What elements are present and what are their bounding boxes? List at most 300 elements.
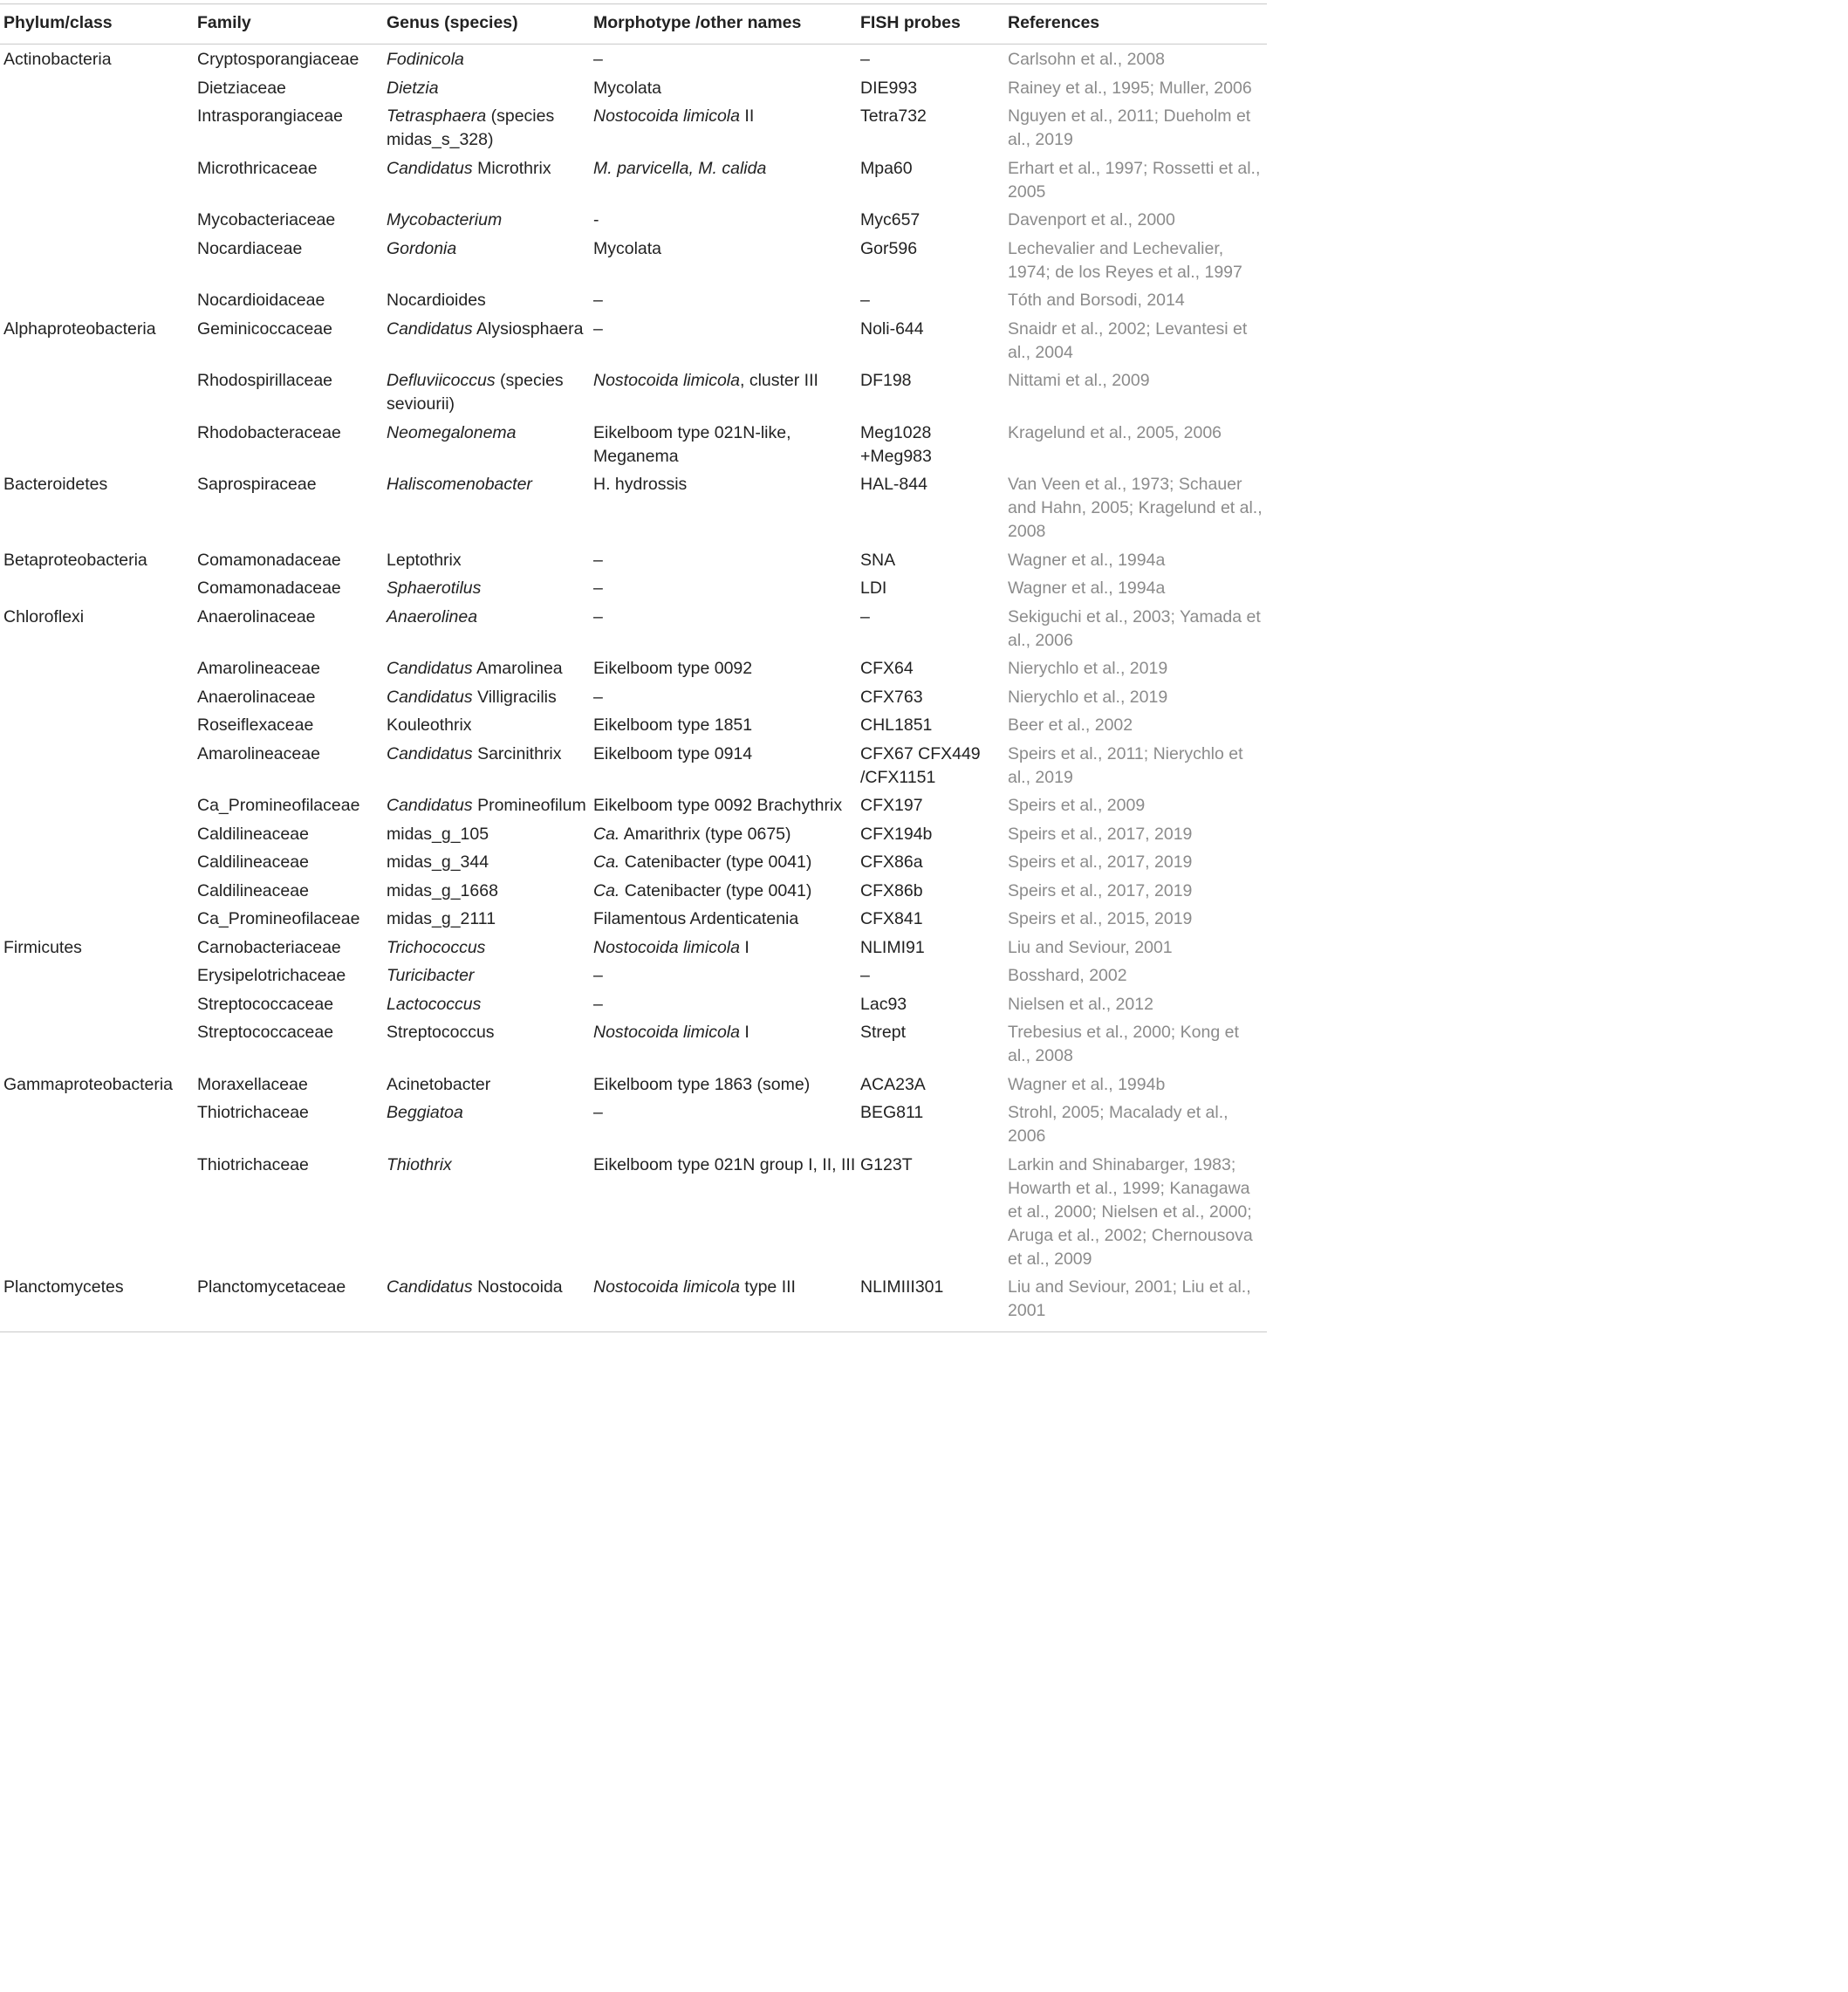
phylum-cell: Chloroflexi [3, 606, 85, 626]
genus-cell-segment: Nocardioides [387, 291, 486, 310]
taxonomy-table [0, 3, 1267, 1332]
genus-cell-segment: Haliscomenobacter [387, 475, 532, 494]
phylum-cell [0, 1098, 197, 1150]
genus-cell [387, 285, 593, 314]
morphotype-cell-segment: Filamentous Ardenticatenia [593, 909, 799, 928]
fish-probe-cell: Lac93 [860, 994, 907, 1014]
genus-cell [387, 602, 593, 654]
phylum-cell [0, 418, 197, 470]
morphotype-cell-segment: Ca. [593, 824, 620, 844]
morphotype-cell [593, 961, 860, 989]
morphotype-cell-segment: type III [740, 1277, 796, 1297]
phylum-cell [0, 710, 197, 739]
reference-cell: Speirs et al., 2015, 2019 [1008, 909, 1193, 928]
family-cell: Planctomycetaceae [197, 1272, 387, 1332]
header-phylum: Phylum/class [0, 4, 197, 44]
fish-probe-cell: G123T [860, 1154, 913, 1174]
reference-cell: Davenport et al., 2000 [1008, 210, 1175, 229]
family-cell: Cryptosporangiaceae [197, 50, 359, 69]
morphotype-cell-segment: – [593, 994, 603, 1014]
morphotype-cell [593, 314, 860, 366]
table-row [0, 961, 1267, 989]
fish-probe-cell: Mpa60 [860, 158, 913, 178]
family-cell: Rhodospirillaceae [197, 371, 333, 390]
genus-cell-segment: Candidatus [387, 659, 473, 678]
family-cell: Nocardiaceae [197, 238, 303, 258]
genus-cell [387, 573, 593, 602]
phylum-cell [0, 989, 197, 1018]
genus-cell-segment: midas_g_1668 [387, 880, 498, 900]
morphotype-cell-segment: M. parvicella, M. calida [593, 158, 767, 178]
genus-cell [387, 654, 593, 682]
morphotype-cell [593, 933, 860, 962]
reference-cell: Nierychlo et al., 2019 [1008, 687, 1168, 707]
table-row [0, 154, 1267, 206]
genus-cell-segment: Gordonia [387, 238, 457, 258]
morphotype-cell [593, 73, 860, 102]
fish-probe-cell: Gor596 [860, 238, 918, 258]
header-family: Family [197, 4, 387, 44]
morphotype-cell-segment: Eikelboom type 1851 [593, 715, 753, 735]
reference-cell: Rainey et al., 1995; Muller, 2006 [1008, 78, 1252, 98]
reference-cell: Carlsohn et al., 2008 [1008, 50, 1165, 69]
phylum-cell [0, 847, 197, 876]
family-cell: Anaerolinaceae [197, 687, 316, 707]
table-row [0, 1272, 1267, 1332]
reference-cell: Nittami et al., 2009 [1008, 371, 1150, 390]
phylum-cell [0, 101, 197, 154]
morphotype-cell [593, 545, 860, 574]
phylum-cell [0, 1150, 197, 1273]
reference-cell: Sekiguchi et al., 2003; Yamada et al., 2006 [1008, 606, 1261, 650]
morphotype-cell-segment: – [593, 550, 603, 570]
morphotype-cell [593, 1150, 860, 1273]
genus-cell [387, 205, 593, 234]
morphotype-cell [593, 989, 860, 1018]
table-row [0, 819, 1267, 848]
family-cell: Amarolineaceae [197, 659, 320, 678]
genus-cell-segment: (species seviourii) [387, 371, 564, 414]
fish-probe-cell: CFX67 CFX449 /CFX1151 [860, 743, 981, 787]
phylum-cell [0, 739, 197, 791]
fish-probe-cell: Noli-644 [860, 318, 924, 339]
family-cell: Comamonadaceae [197, 578, 341, 598]
fish-probe-cell: CFX64 [860, 659, 914, 678]
family-cell: Streptococcaceae [197, 994, 334, 1014]
phylum-cell [0, 205, 197, 234]
reference-cell: Speirs et al., 2017, 2019 [1008, 880, 1193, 900]
morphotype-cell-segment: H. hydrossis [593, 475, 688, 494]
table-row [0, 682, 1267, 711]
phylum-cell: Firmicutes [3, 937, 82, 957]
fish-probe-cell: ACA23A [860, 1074, 926, 1094]
genus-cell-segment: Turicibacter [387, 966, 475, 985]
table-row [0, 602, 1267, 654]
genus-cell [387, 904, 593, 933]
table-row [0, 573, 1267, 602]
morphotype-cell [593, 904, 860, 933]
reference-cell: Bosshard, 2002 [1008, 966, 1127, 985]
morphotype-cell-segment: Nostocoida limicola [593, 1023, 740, 1042]
family-cell: Dietziaceae [197, 78, 286, 98]
morphotype-cell [593, 1272, 860, 1332]
table-row [0, 847, 1267, 876]
genus-cell [387, 791, 593, 819]
table-row [0, 791, 1267, 819]
morphotype-cell [593, 682, 860, 711]
genus-cell [387, 876, 593, 905]
morphotype-cell-segment: Eikelboom type 0092 [593, 659, 753, 678]
morphotype-cell-segment: Ca. [593, 880, 620, 900]
morphotype-cell [593, 573, 860, 602]
morphotype-cell [593, 469, 860, 545]
morphotype-cell [593, 205, 860, 234]
genus-cell-segment: Nostocoida [472, 1277, 563, 1297]
table-row [0, 73, 1267, 102]
table-row [0, 418, 1267, 470]
morphotype-cell [593, 154, 860, 206]
reference-cell: Wagner et al., 1994a [1008, 550, 1166, 570]
table-row [0, 545, 1267, 574]
family-cell: Saprospiraceae [197, 475, 317, 494]
table-row [0, 234, 1267, 286]
family-cell: Caldilineaceae [197, 880, 309, 900]
morphotype-cell [593, 101, 860, 154]
fish-probe-cell: CFX86b [860, 880, 923, 900]
morphotype-cell [593, 819, 860, 848]
genus-cell [387, 545, 593, 574]
genus-cell-segment: Anaerolinea [387, 606, 478, 626]
morphotype-cell-segment: Amarithrix (type 0675) [619, 824, 791, 844]
reference-cell: Kragelund et al., 2005, 2006 [1008, 422, 1222, 442]
table-row [0, 739, 1267, 791]
reference-cell: Strohl, 2005; Macalady et al., 2006 [1008, 1103, 1229, 1146]
family-cell: Caldilineaceae [197, 824, 309, 844]
genus-cell [387, 1070, 593, 1099]
genus-cell-segment: Lactococcus [387, 994, 482, 1014]
morphotype-cell-segment: Eikelboom type 0092 Brachythrix [593, 796, 843, 815]
genus-cell-segment: Sarcinithrix [472, 743, 562, 763]
morphotype-cell [593, 847, 860, 876]
genus-cell-segment: Alysiosphaera [472, 318, 584, 339]
family-cell: Mycobacteriaceae [197, 210, 336, 229]
fish-probe-cell: LDI [860, 578, 887, 598]
fish-probe-cell: CFX763 [860, 687, 923, 707]
genus-cell-segment: Trichococcus [387, 937, 486, 957]
reference-cell: Erhart et al., 1997; Rossetti et al., 2005 [1008, 158, 1261, 202]
morphotype-cell-segment: Eikelboom type 021N-like, Meganema [593, 422, 791, 466]
fish-probe-cell: CFX197 [860, 796, 923, 815]
genus-cell-segment: Beggiatoa [387, 1103, 463, 1122]
morphotype-cell-segment: Eikelboom type 1863 (some) [593, 1074, 811, 1094]
phylum-cell: Betaproteobacteria [3, 550, 147, 570]
genus-cell [387, 101, 593, 154]
genus-cell-segment: Streptococcus [387, 1023, 495, 1042]
morphotype-cell-segment: Mycolata [593, 78, 662, 98]
morphotype-cell-segment: – [593, 291, 603, 310]
morphotype-cell [593, 44, 860, 73]
reference-cell: Liu and Seviour, 2001 [1008, 937, 1173, 957]
genus-cell-segment: Tetrasphaera [387, 106, 487, 126]
family-cell: Geminicoccaceae [197, 318, 332, 339]
morphotype-cell-segment: – [593, 50, 603, 69]
family-cell: Nocardioidaceae [197, 291, 325, 310]
table-row [0, 285, 1267, 314]
phylum-cell: Bacteroidetes [3, 475, 108, 494]
reference-cell: Larkin and Shinabarger, 1983; Howarth et al., 1999; Kanagawa et al., 2000; Nielsen et al., 2000; Aruga et al., 2002; Chernousova et al., 2009 [1008, 1154, 1253, 1269]
header-genus: Genus (species) [387, 4, 593, 44]
morphotype-cell [593, 654, 860, 682]
header-references: References [1008, 4, 1267, 44]
morphotype-cell-segment: – [593, 578, 603, 598]
genus-cell [387, 989, 593, 1018]
fish-probe-cell: – [860, 291, 870, 310]
phylum-cell [0, 285, 197, 314]
genus-cell-segment: Candidatus [387, 743, 473, 763]
morphotype-cell-segment: – [593, 687, 603, 707]
genus-cell [387, 44, 593, 73]
family-cell: Thiotrichaceae [197, 1154, 309, 1174]
reference-cell: Liu and Seviour, 2001; Liu et al., 2001 [1008, 1272, 1267, 1332]
morphotype-cell-segment: Eikelboom type 021N group I, II, III [593, 1154, 856, 1174]
family-cell: Intrasporangiaceae [197, 106, 343, 126]
reference-cell: Trebesius et al., 2000; Kong et al., 2008 [1008, 1023, 1239, 1065]
phylum-cell [0, 876, 197, 905]
genus-cell-segment: Dietzia [387, 78, 439, 98]
phylum-cell: Gammaproteobacteria [3, 1074, 174, 1094]
reference-cell: Snaidr et al., 2002; Levantesi et al., 2004 [1008, 318, 1248, 362]
table-header [0, 4, 1267, 44]
fish-probe-cell: Strept [860, 1023, 907, 1042]
genus-cell-segment: Mycobacterium [387, 210, 503, 229]
phylum-cell [0, 654, 197, 682]
morphotype-cell-segment: Ca. [593, 852, 620, 872]
fish-probe-cell: – [860, 966, 870, 985]
morphotype-cell [593, 366, 860, 418]
table-row [0, 1070, 1267, 1099]
genus-cell-segment: midas_g_105 [387, 824, 489, 844]
genus-cell [387, 1272, 593, 1332]
morphotype-cell-segment: Nostocoida limicola [593, 106, 740, 126]
fish-probe-cell: Myc657 [860, 210, 921, 229]
fish-probe-cell: CFX86a [860, 852, 923, 872]
morphotype-cell-segment: – [593, 606, 603, 626]
table-row [0, 989, 1267, 1018]
reference-cell: Nguyen et al., 2011; Dueholm et al., 2019 [1008, 106, 1251, 149]
morphotype-cell-segment: – [593, 966, 603, 985]
genus-cell [387, 710, 593, 739]
morphotype-cell-segment: Catenibacter (type 0041) [619, 880, 812, 900]
genus-cell [387, 682, 593, 711]
genus-cell-segment: Leptothrix [387, 550, 462, 570]
family-cell: Erysipelotrichaceae [197, 966, 346, 985]
phylum-cell [0, 573, 197, 602]
genus-cell-segment: Microthrix [472, 158, 551, 178]
reference-cell: Wagner et al., 1994b [1008, 1074, 1166, 1094]
phylum-cell [0, 73, 197, 102]
genus-cell-segment: Candidatus [387, 687, 473, 707]
morphotype-cell-segment: , cluster III [740, 371, 818, 390]
reference-cell: Speirs et al., 2011; Nierychlo et al., 2019 [1008, 743, 1243, 787]
genus-cell [387, 739, 593, 791]
table-row [0, 101, 1267, 154]
morphotype-cell [593, 710, 860, 739]
genus-cell-segment: Candidatus [387, 796, 473, 815]
table-row [0, 933, 1267, 962]
morphotype-cell [593, 234, 860, 286]
reference-cell: Nielsen et al., 2012 [1008, 994, 1153, 1014]
morphotype-cell-segment: Nostocoida limicola [593, 937, 740, 957]
genus-cell-segment: Acinetobacter [387, 1074, 491, 1094]
table-body [0, 44, 1267, 1332]
phylum-cell: Alphaproteobacteria [3, 318, 156, 339]
family-cell: Streptococcaceae [197, 1023, 334, 1042]
morphotype-cell-segment: I [740, 937, 749, 957]
genus-cell [387, 418, 593, 470]
table-row [0, 314, 1267, 366]
family-cell: Microthricaceae [197, 158, 318, 178]
phylum-cell [0, 154, 197, 206]
phylum-cell [0, 819, 197, 848]
genus-cell [387, 933, 593, 962]
fish-probe-cell: HAL-844 [860, 475, 927, 494]
table-row [0, 710, 1267, 739]
fish-probe-cell: NLIMI91 [860, 937, 925, 957]
genus-cell [387, 154, 593, 206]
phylum-cell [0, 961, 197, 989]
family-cell: Ca_Promineofilaceae [197, 796, 360, 815]
fish-probe-cell: Meg1028 +Meg983 [860, 422, 932, 466]
table-row [0, 904, 1267, 933]
table-row [0, 44, 1267, 73]
table-row [0, 205, 1267, 234]
morphotype-cell-segment: Catenibacter (type 0041) [619, 852, 812, 872]
fish-probe-cell: BEG811 [860, 1103, 924, 1122]
table-row [0, 1017, 1267, 1070]
morphotype-cell-segment: Mycolata [593, 238, 662, 258]
phylum-cell: Planctomycetes [0, 1272, 197, 1332]
fish-probe-cell: NLIMIII301 [860, 1272, 1008, 1332]
morphotype-cell-segment: Nostocoida limicola [593, 371, 740, 390]
genus-cell [387, 469, 593, 545]
genus-cell-segment: (species midas_s_328) [387, 106, 555, 149]
morphotype-cell [593, 1070, 860, 1099]
fish-probe-cell: DF198 [860, 371, 912, 390]
table-row [0, 366, 1267, 418]
genus-cell-segment: Candidatus [387, 318, 473, 339]
morphotype-cell-segment: Eikelboom type 0914 [593, 743, 753, 763]
morphotype-cell [593, 791, 860, 819]
table-row [0, 1150, 1267, 1273]
reference-cell: Speirs et al., 2017, 2019 [1008, 824, 1193, 844]
family-cell: Caldilineaceae [197, 852, 309, 872]
phylum-cell: Actinobacteria [3, 50, 112, 69]
reference-cell: Lechevalier and Lechevalier, 1974; de los Reyes et al., 1997 [1008, 238, 1242, 282]
morphotype-cell [593, 418, 860, 470]
genus-cell [387, 1017, 593, 1070]
genus-cell-segment: Kouleothrix [387, 715, 472, 735]
genus-cell [387, 847, 593, 876]
phylum-cell [0, 1017, 197, 1070]
morphotype-cell [593, 285, 860, 314]
family-cell: Thiotrichaceae [197, 1103, 309, 1122]
reference-cell: Van Veen et al., 1973; Schauer and Hahn, 2005; Kragelund et al., 2008 [1008, 475, 1263, 541]
reference-cell: Nierychlo et al., 2019 [1008, 659, 1168, 678]
fish-probe-cell: – [860, 606, 870, 626]
genus-cell [387, 1098, 593, 1150]
reference-cell: Wagner et al., 1994a [1008, 578, 1166, 598]
reference-cell: Tóth and Borsodi, 2014 [1008, 291, 1185, 310]
fish-probe-cell: CFX194b [860, 824, 933, 844]
morphotype-cell-segment: I [740, 1023, 749, 1042]
family-cell: Carnobacteriaceae [197, 937, 341, 957]
fish-probe-cell: – [860, 50, 870, 69]
header-fish-probes: FISH probes [860, 4, 1008, 44]
table-row [0, 876, 1267, 905]
genus-cell-segment: midas_g_2111 [387, 909, 496, 928]
fish-probe-cell: Tetra732 [860, 106, 927, 126]
genus-cell [387, 819, 593, 848]
header-row [0, 4, 1267, 44]
morphotype-cell [593, 876, 860, 905]
genus-cell [387, 234, 593, 286]
family-cell: Moraxellaceae [197, 1074, 308, 1094]
reference-cell: Speirs et al., 2009 [1008, 796, 1146, 815]
morphotype-cell-segment: – [593, 1103, 603, 1122]
family-cell: Ca_Promineofilaceae [197, 909, 360, 928]
fish-probe-cell: CHL1851 [860, 715, 933, 735]
genus-cell-segment: Promineofilum [472, 796, 586, 815]
fish-probe-cell: DIE993 [860, 78, 918, 98]
morphotype-cell [593, 602, 860, 654]
genus-cell [387, 314, 593, 366]
fish-probe-cell: SNA [860, 550, 896, 570]
table-row [0, 469, 1267, 545]
reference-cell: Beer et al., 2002 [1008, 715, 1133, 735]
genus-cell-segment: midas_g_344 [387, 852, 489, 872]
reference-cell: Speirs et al., 2017, 2019 [1008, 852, 1193, 872]
genus-cell-segment: Villigracilis [472, 687, 557, 707]
phylum-cell [0, 366, 197, 418]
family-cell: Comamonadaceae [197, 550, 341, 570]
genus-cell-segment: Candidatus [387, 158, 473, 178]
family-cell: Roseiflexaceae [197, 715, 314, 735]
genus-cell [387, 1150, 593, 1273]
fish-probe-cell: CFX841 [860, 909, 923, 928]
table-row [0, 1098, 1267, 1150]
header-morphotype: Morphotype /other names [593, 4, 860, 44]
morphotype-cell [593, 1098, 860, 1150]
family-cell: Amarolineaceae [197, 743, 320, 763]
morphotype-cell [593, 1017, 860, 1070]
morphotype-cell-segment: II [740, 106, 755, 126]
genus-cell [387, 73, 593, 102]
table-row [0, 654, 1267, 682]
genus-cell-segment: Neomegalonema [387, 422, 517, 442]
morphotype-cell-segment: – [593, 318, 603, 339]
genus-cell [387, 961, 593, 989]
genus-cell-segment: Fodinicola [387, 50, 464, 69]
genus-cell-segment: Defluviicoccus [387, 371, 496, 390]
family-cell: Rhodobacteraceae [197, 422, 341, 442]
morphotype-cell-segment: Nostocoida limicola [593, 1277, 740, 1297]
phylum-cell [0, 682, 197, 711]
phylum-cell [0, 234, 197, 286]
genus-cell [387, 366, 593, 418]
family-cell: Anaerolinaceae [197, 606, 316, 626]
phylum-cell [0, 791, 197, 819]
genus-cell-segment: Amarolinea [472, 659, 563, 678]
